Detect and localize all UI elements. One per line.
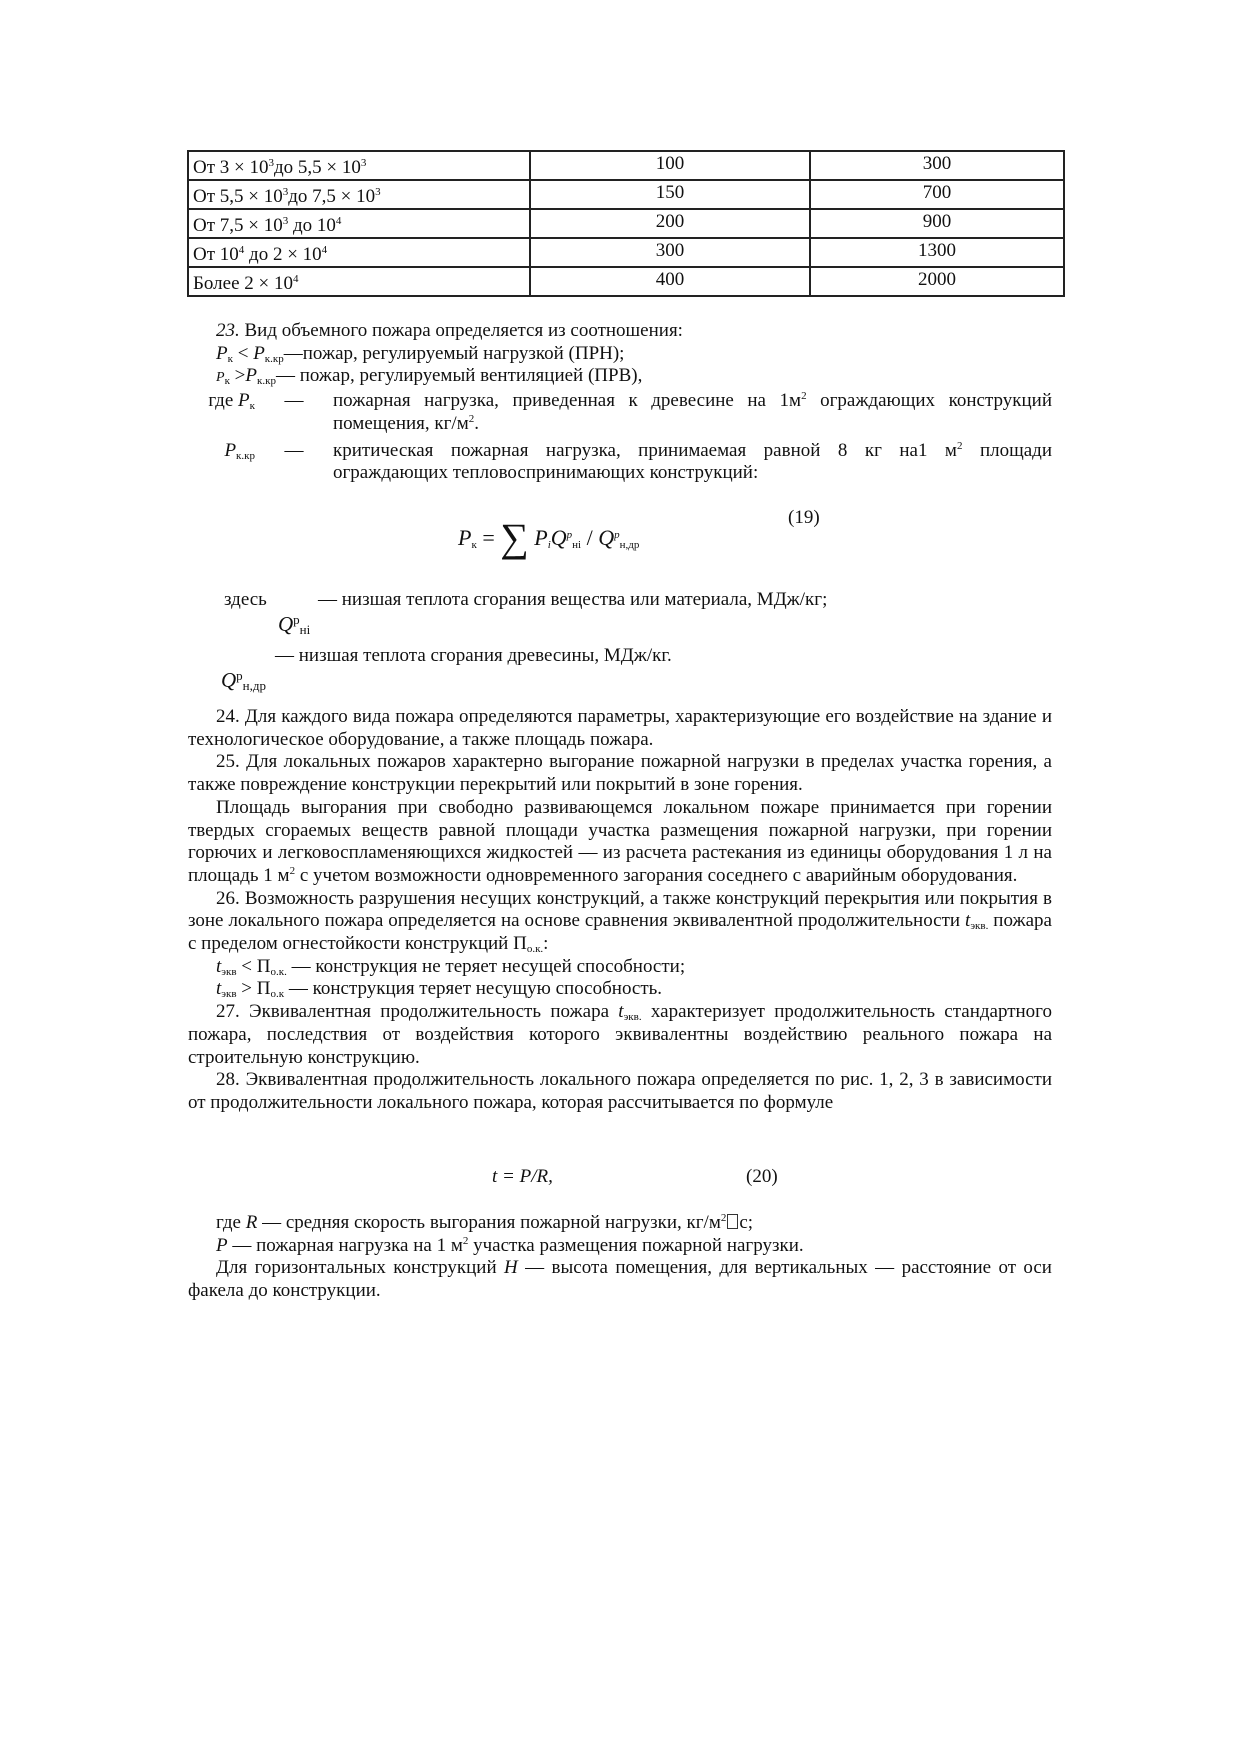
sup: 4: [238, 244, 245, 256]
sub: к: [249, 400, 255, 413]
value-cell: 300: [810, 151, 1064, 180]
s23-number: 23.: [216, 320, 240, 341]
var-p: P: [245, 365, 257, 387]
definition-label: [188, 440, 255, 485]
condition-text: —пожар, регулируемый нагрузкой (ПРН);: [283, 342, 625, 364]
text: От 10: [193, 244, 239, 265]
op: < П: [236, 955, 271, 977]
text: 26. Возможность разрушения несущих конструкций, а также конструкций перекрытия или покрытия в зоне локального пожара определяется на основе сравнения эквивалентной продолжительности: [188, 887, 1052, 932]
where-p: [188, 1235, 1052, 1258]
equation-number-20: (20): [746, 1166, 778, 1187]
text: 27. Эквивалентная продолжительность пожара: [216, 1001, 619, 1023]
sup: 2: [462, 1234, 469, 1247]
var-h: H: [504, 1257, 518, 1279]
table-row: [188, 151, 1064, 180]
text: :: [543, 933, 549, 955]
sup: 4: [335, 215, 342, 227]
text: Для горизонтальных конструкций: [216, 1257, 505, 1279]
q-ni-symbol: [278, 612, 310, 637]
var-p: P: [216, 1234, 228, 1256]
sub: экв.: [623, 1011, 642, 1024]
equation-number-19: (19): [788, 507, 820, 528]
missing-glyph-box: [727, 1214, 738, 1229]
sub: к: [227, 352, 233, 365]
height-paragraph: [188, 1257, 1052, 1302]
text: Площадь выгорания при свободно развивающемся локальном пожаре принимается при горении твердых сгораемых веществ равной площади участка размещения пожарной нагрузки, при горении горючих и легковоспламеняющихся жидкостей — из расчета растекания из единицы оборудования 1 л на площадь 1 м: [188, 796, 1052, 886]
dash: —: [284, 439, 304, 461]
where-r: [188, 1212, 1052, 1235]
table-row: [188, 180, 1064, 209]
text: Более 2 × 10: [193, 273, 293, 294]
sub: н,др: [619, 539, 640, 551]
formula-20: t = P/R,: [492, 1166, 553, 1187]
value-cell: 700: [810, 180, 1064, 209]
var-p: P: [253, 342, 265, 364]
sup: p: [614, 529, 620, 541]
text: ограждающих конструкций помещения, кг/м: [333, 390, 1052, 434]
sub: экв: [221, 988, 237, 1001]
value-cell: 400: [530, 267, 810, 296]
where-word: где: [208, 390, 239, 412]
var-p: P: [224, 439, 237, 461]
s23-condition-2: [188, 365, 1052, 390]
dash: —: [284, 390, 304, 412]
condition-not-lose: [188, 956, 1052, 979]
tail-paragraphs: [188, 1212, 1052, 1303]
definition-pkkr: [188, 440, 1052, 485]
s23-intro: [188, 320, 1052, 343]
formula-19: [458, 515, 640, 560]
sup: 2: [956, 439, 963, 452]
var-t: t: [618, 1001, 624, 1023]
op: <: [232, 342, 254, 364]
sub: экв: [221, 965, 237, 978]
condition-text: — пожар, регулируемый вентиляцией (ПРВ),: [275, 365, 643, 387]
range-cell: [188, 267, 530, 296]
op: /: [581, 525, 599, 550]
sup: 3: [282, 186, 289, 198]
sup: 2: [720, 1212, 727, 1224]
text: пожарная нагрузка, приведенная к древесине на 1м: [333, 390, 802, 412]
here-text-1: — низшая теплота сгорания вещества или материала, МДж/кг;: [318, 589, 828, 610]
text: — конструкция не теряет несущей способности;: [286, 955, 686, 977]
text: — пожарная нагрузка на 1 м: [227, 1234, 463, 1256]
s23-condition-1: [188, 343, 1052, 366]
text: до 5,5 × 10: [274, 157, 361, 178]
text: участка размещения пожарной нагрузки.: [468, 1234, 804, 1256]
sup: p: [293, 612, 300, 627]
var-q: Q: [221, 668, 237, 692]
paragraph-28: 28. Эквивалентная продолжительность локального пожара определяется по рис. 1, 2, 3 в зависимости от продолжительности локального пожара, которая рассчитывается по формуле: [188, 1069, 1052, 1113]
text: .: [474, 412, 479, 434]
op: > П: [236, 978, 271, 1000]
value-cell: 2000: [810, 267, 1064, 296]
paragraph-26: [188, 888, 1052, 956]
value-cell: 900: [810, 209, 1064, 238]
here-text-2: — низшая теплота сгорания древесины, МДж/кг.: [275, 645, 672, 666]
op: >: [229, 365, 246, 387]
value-cell: 200: [530, 209, 810, 238]
text: до 10: [288, 215, 336, 236]
value-cell: 1300: [810, 238, 1064, 267]
value-cell: 300: [530, 238, 810, 267]
var-p: P: [458, 525, 472, 550]
var-p: P: [238, 390, 250, 412]
sub: н,др: [242, 678, 266, 693]
table-row: [188, 209, 1064, 238]
s23-intro-text: Вид объемного пожара определяется из соотношения:: [239, 320, 683, 341]
sup: 3: [268, 157, 274, 169]
where-word: где: [216, 1212, 246, 1233]
text: с;: [739, 1212, 754, 1233]
paragraph-25-area: [188, 797, 1052, 888]
sup: 2: [801, 390, 807, 403]
text: критическая пожарная нагрузка, принимаемая равной 8 кг на1 м: [333, 439, 957, 461]
section-23: [188, 320, 1052, 485]
sup: 3: [375, 186, 381, 198]
here-word: здесь: [224, 589, 267, 610]
paragraph-27: [188, 1001, 1052, 1069]
sub: к.кр: [264, 352, 284, 365]
value-cell: 100: [530, 151, 810, 180]
sub: нi: [572, 539, 582, 551]
sub: i: [547, 539, 551, 551]
load-table: [187, 150, 1065, 297]
text: до 2 × 10: [244, 244, 322, 265]
text: с учетом возможности одновременного загорания соседнего с аварийным оборудования.: [295, 864, 1018, 886]
op: =: [476, 525, 501, 550]
sub: к: [224, 375, 230, 388]
var-t: t: [216, 978, 222, 1000]
text: От 3 × 10: [193, 157, 269, 178]
var-q: Q: [550, 525, 567, 550]
text: От 7,5 × 10: [193, 215, 283, 236]
var-q: Q: [278, 612, 294, 636]
text: — средняя скорость выгорания пожарной нагрузки, кг/м: [257, 1212, 721, 1233]
text: характеризует продолжительность стандартного пожара, последствия от воздействия которого эквивалентны воздействию реального пожара на строительную конструкцию.: [188, 1001, 1052, 1068]
sup: 4: [321, 244, 328, 256]
definition-label: [188, 390, 255, 435]
sup: 3: [282, 215, 289, 227]
sub: экв.: [970, 920, 989, 933]
table-row: [188, 238, 1064, 267]
var-p: P: [216, 370, 225, 386]
value-cell: 150: [530, 180, 810, 209]
text: От 5,5 × 10: [193, 186, 283, 207]
sub: о.к.: [270, 965, 287, 978]
var-p: P: [216, 342, 228, 364]
definition-pk: [188, 390, 1052, 435]
sup: p: [236, 668, 243, 683]
sub: к: [471, 539, 477, 551]
q-ndr-symbol: [221, 668, 266, 693]
sub: нi: [299, 622, 311, 637]
range-cell: [188, 238, 530, 267]
sum-sign: ∑: [500, 515, 529, 560]
var-p: P: [534, 525, 548, 550]
body-paragraphs: [188, 706, 1052, 1115]
range-cell: [188, 151, 530, 180]
var-q: Q: [598, 525, 615, 550]
definition-text: [333, 390, 1052, 435]
table-row: [188, 267, 1064, 296]
var-r: R: [245, 1212, 258, 1233]
range-cell: [188, 209, 530, 238]
text: до 7,5 × 10: [288, 186, 376, 207]
text: — высота помещения, для вертикальных — расстояние от оси факела до конструкции.: [188, 1257, 1052, 1302]
sup: p: [566, 529, 573, 541]
range-cell: [188, 180, 530, 209]
text: — конструкция теряет несущую способность.: [284, 978, 663, 1000]
definition-text: [333, 440, 1052, 485]
sup: 3: [360, 157, 367, 169]
sub: к.кр: [257, 375, 276, 388]
sub: о.к.: [526, 943, 544, 956]
paragraph-25: 25. Для локальных пожаров характерно выгорание пожарной нагрузки в пределах участка горения, а также повреждение конструкции перекрытий или покрытий в зоне горения.: [188, 751, 1052, 796]
sup: 2: [289, 864, 296, 877]
paragraph-24: 24. Для каждого вида пожара определяются параметры, характеризующие его воздействие на здание и технологическое оборудование, а также площадь пожара.: [188, 706, 1052, 750]
sup: 2: [468, 412, 475, 425]
sub: о.к: [270, 988, 285, 1001]
text: площади ограждающих тепловоспринимающих конструкций:: [333, 439, 1052, 484]
condition-lose: [188, 978, 1052, 1001]
sup: 4: [292, 273, 299, 285]
sub: к.кр: [236, 449, 255, 462]
var-t: t: [965, 910, 971, 932]
var-t: t: [216, 955, 222, 977]
text: пожара с пределом огнестойкости конструкций П: [188, 910, 1052, 955]
